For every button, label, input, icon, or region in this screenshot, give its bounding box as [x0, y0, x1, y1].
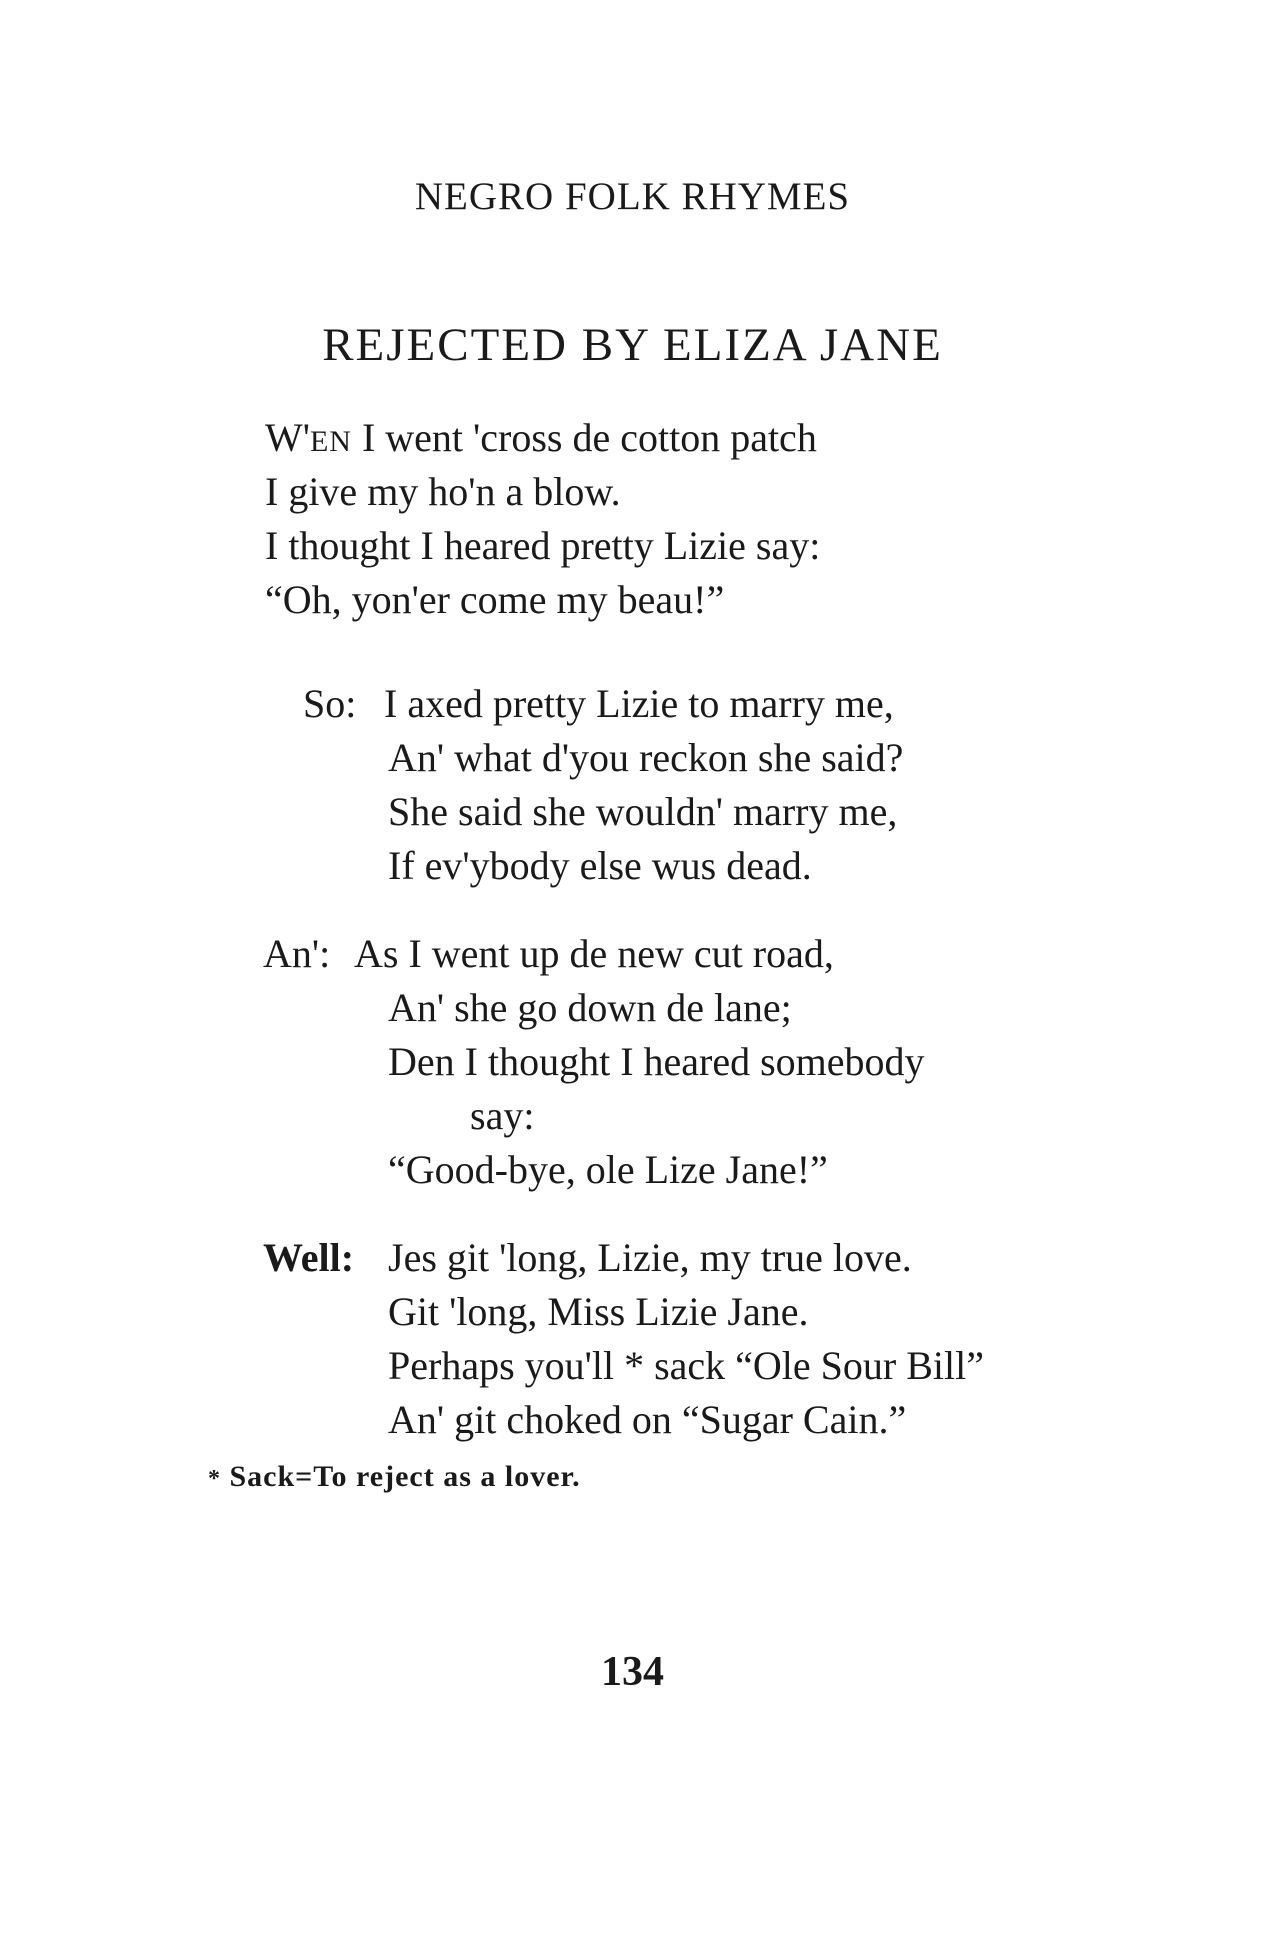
- stanza2-line3: She said she wouldn' marry me,: [388, 789, 898, 834]
- running-head: NEGRO FOLK RHYMES: [414, 175, 851, 218]
- line-text: Den I thought I heared somebody: [388, 1039, 925, 1084]
- drop-initial: W': [265, 415, 310, 460]
- stanza2-line4: If ev'ybody else wus dead.: [388, 843, 812, 888]
- footnote-text: Sack=To reject as a lover.: [229, 1460, 581, 1493]
- stanza3-lead: An':: [263, 931, 331, 976]
- line-text: I went 'cross de cotton patch: [351, 415, 817, 460]
- small-caps-word: EN: [309, 425, 352, 458]
- stanza4-line2: Git 'long, Miss Lizie Jane.: [388, 1289, 809, 1334]
- stanza4-line3: Perhaps you'll * sack “Ole Sour Bill”: [388, 1343, 984, 1388]
- stanza1-line4: “Oh, yon'er come my beau!”: [265, 577, 725, 622]
- stanza2-line1: I axed pretty Lizie to marry me,: [384, 681, 894, 726]
- stanza1-line2: I give my ho'n a blow.: [265, 469, 621, 514]
- stanza3-line2: An' she go down de lane;: [388, 985, 792, 1030]
- stanza1-line1: [265, 415, 817, 460]
- footnote-mark: *: [208, 1466, 221, 1492]
- stanza3-line3-continuation: say:: [470, 1093, 535, 1138]
- poem-title: REJECTED BY ELIZA JANE: [322, 319, 943, 371]
- stanza3-line4: “Good-bye, ole Lize Jane!”: [388, 1147, 828, 1192]
- stanza3-line3: [388, 1039, 925, 1084]
- stanza1-line3: I thought I heared pretty Lizie say:: [265, 523, 821, 568]
- stanza4-line4: An' git choked on “Sugar Cain.”: [388, 1397, 907, 1442]
- footnote: [208, 1460, 581, 1494]
- stanza4-lead: Well:: [263, 1235, 355, 1280]
- stanza2-lead: So:: [303, 681, 357, 726]
- stanza3-line1: As I went up de new cut road,: [354, 931, 834, 976]
- stanza2-line2: An' what d'you reckon she said?: [388, 735, 904, 780]
- stanza4-line1: Jes git 'long, Lizie, my true love.: [388, 1235, 912, 1280]
- page-number: 134: [601, 1649, 664, 1695]
